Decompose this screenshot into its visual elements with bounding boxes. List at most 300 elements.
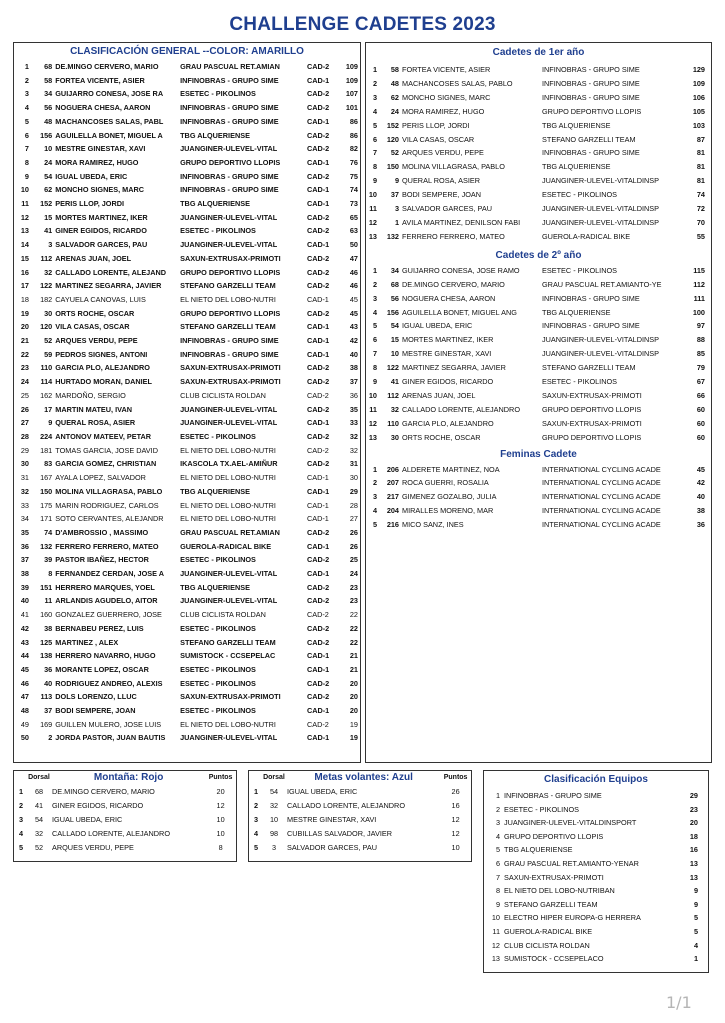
general-row-pts: 32	[349, 431, 358, 441]
general-row-cat: CAD-1	[306, 418, 330, 428]
general-row-dor: 17	[44, 404, 53, 414]
general-row-team: GRUPO DEPORTIVO LLOPIS	[180, 308, 281, 318]
cad2-row-pts: 85	[696, 349, 705, 359]
general-row-pts: 19	[349, 719, 358, 729]
equipos-row	[484, 843, 708, 857]
cad2-row-pos: 6	[372, 335, 377, 345]
cad1-row-pos: 13	[368, 231, 377, 241]
general-row-name: FERRERO FERRERO, MATEO	[55, 541, 159, 551]
metas-row-name: IGUAL UBEDA, ERIC	[287, 787, 358, 796]
general-row-pts: 20	[349, 678, 358, 688]
general-row-pts: 45	[349, 294, 358, 304]
general-row	[14, 115, 360, 129]
general-row	[14, 444, 360, 458]
equipos-row	[484, 857, 708, 871]
general-row-dor: 167	[40, 473, 53, 483]
general-row-dor: 40	[44, 678, 53, 688]
cad1-row-pos: 11	[369, 204, 377, 214]
feminas-row-team: INTERNATIONAL CYCLING ACADE	[542, 520, 661, 530]
general-row-pts: 20	[349, 692, 358, 702]
general-row-dor: 39	[44, 555, 53, 565]
general-row-team: EL NIETO DEL LOBO-NUTRI	[180, 719, 276, 729]
equipos-row	[484, 871, 708, 885]
general-row-dor: 113	[40, 692, 53, 702]
cad1-row-pts: 70	[696, 217, 705, 227]
general-row	[14, 238, 360, 252]
general-row-cat: CAD-1	[306, 199, 330, 209]
feminas-row-team: INTERNATIONAL CYCLING ACADE	[542, 464, 661, 474]
montana-row	[14, 813, 236, 827]
general-row-name: DE.MINGO CERVERO, MARIO	[55, 62, 159, 71]
metas-row-pos: 3	[254, 815, 259, 824]
general-row-name: MONCHO SIGNES, MARC	[55, 185, 145, 195]
general-row-pts: 38	[349, 363, 358, 373]
equipos-row	[484, 789, 708, 803]
general-row-team: JUANGINER-ULEVEL-VITAL	[180, 733, 278, 743]
general-row-team: INFINOBRAS - GRUPO SIME	[180, 75, 279, 85]
general-row-cat: CAD-2	[306, 253, 330, 263]
general-row	[14, 636, 360, 650]
equipos-row-pos: 11	[492, 926, 500, 936]
general-row-team: GRAU PASCUAL RET.AMIAN	[180, 62, 280, 71]
general-row-cat: CAD-1	[306, 514, 329, 524]
equipos-row-team: GRUPO DEPORTIVO LLOPIS	[504, 831, 604, 841]
equipos-row-pos: 9	[495, 899, 500, 909]
cad2-row-pts: 88	[696, 335, 705, 345]
general-row-dor: 32	[44, 267, 53, 277]
categories-panel	[365, 42, 712, 763]
general-row-name: FORTEA VICENTE, ASIER	[55, 75, 145, 85]
cad1-row-pts: 106	[692, 92, 705, 102]
equipos-row-pos: 10	[491, 913, 500, 923]
general-row-pts: 46	[349, 281, 358, 291]
equipos-row	[484, 939, 708, 953]
equipos-row-pts: 23	[689, 804, 698, 814]
metas-row	[249, 785, 471, 799]
cad2-row-dor: 122	[386, 363, 399, 373]
equipos-row-team: CLUB CICLISTA ROLDAN	[504, 940, 590, 950]
montana-row-pts: 20	[216, 787, 225, 796]
cad2-row-dor: 41	[390, 377, 399, 387]
general-row-pos: 48	[20, 706, 29, 716]
equipos-title: Clasificación Equipos	[544, 774, 648, 785]
montana-panel	[13, 770, 237, 862]
cad1-row-pts: 87	[696, 134, 705, 144]
general-row	[14, 224, 360, 238]
equipos-row-pts: 20	[689, 818, 698, 828]
equipos-table	[484, 789, 708, 966]
equipos-row	[484, 884, 708, 898]
page-indicator: 1/1	[666, 993, 692, 1012]
cad1-row-name: BODI SEMPERE, JOAN	[402, 190, 482, 200]
general-row-cat: CAD-1	[306, 75, 330, 85]
general-row-pos: 2	[24, 75, 29, 85]
cad2-row	[366, 278, 711, 292]
general-row-pts: 73	[349, 199, 358, 209]
cad2-row	[366, 389, 711, 403]
general-row	[14, 594, 360, 608]
general-row	[14, 512, 360, 526]
general-row-team: TBG ALQUERIENSE	[180, 582, 250, 592]
general-row-name: BODI SEMPERE, JOAN	[55, 706, 136, 716]
cad2-row-dor: 54	[390, 321, 399, 331]
general-row-name: PEDROS SIGNES, ANTONI	[55, 349, 148, 359]
general-row-team: TBG ALQUERIENSE	[180, 486, 250, 496]
general-row-team: JUANGINER-ULEVEL-VITAL	[180, 596, 278, 606]
general-row-name: MARTINEZ , ALEX	[55, 637, 119, 647]
general-row	[14, 403, 360, 417]
general-row-name: GONZALEZ GUERRERO, JOSE	[55, 610, 162, 620]
general-row	[14, 320, 360, 334]
cad2-row-dor: 15	[390, 335, 399, 345]
feminas-row-pos: 5	[372, 520, 377, 530]
general-row-team: EL NIETO DEL LOBO-NUTRI	[180, 445, 276, 455]
equipos-row-team: STEFANO GARZELLI TEAM	[504, 899, 598, 909]
general-row-dor: 132	[40, 541, 53, 551]
general-row	[14, 279, 360, 293]
cad2-row-team: GRUPO DEPORTIVO LLOPIS	[542, 432, 642, 442]
cad1-row-dor: 52	[390, 148, 399, 158]
cad1-row-dor: 132	[386, 231, 399, 241]
general-row-dor: 110	[40, 363, 53, 373]
cad2-row	[366, 431, 711, 445]
metas-row-dor: 10	[269, 815, 279, 824]
montana-row-dor: 52	[34, 843, 44, 852]
cad2-row-pos: 3	[372, 293, 377, 303]
montana-row-pos: 1	[19, 787, 24, 796]
cad2-row-pts: 111	[693, 293, 705, 303]
cad2-row-team: SAXUN-EXTRUSAX-PRIMOTI	[542, 418, 642, 428]
general-row-cat: CAD-2	[306, 363, 330, 373]
general-row-pos: 7	[24, 144, 29, 154]
general-row-name: ARENAS JUAN, JOEL	[55, 253, 132, 263]
cad1-row-team: JUANGINER-ULEVEL-VITALDINSP	[542, 204, 660, 214]
general-row-pos: 44	[20, 651, 29, 661]
general-row-pos: 5	[24, 116, 29, 126]
feminas-row	[366, 463, 711, 477]
feminas-row-pos: 4	[372, 506, 377, 516]
equipos-row-team: INFINOBRAS - GRUPO SIME	[504, 791, 602, 800]
equipos-row	[484, 830, 708, 844]
general-row	[14, 60, 360, 74]
general-classification-table	[14, 60, 360, 745]
cad2-row	[366, 333, 711, 347]
general-row-pos: 37	[20, 555, 29, 565]
general-row-name: PASTOR IBAÑEZ, HECTOR	[55, 555, 149, 565]
general-row	[14, 457, 360, 471]
general-row-name: GUIJARRO CONESA, JOSE RA	[55, 89, 164, 99]
equipos-row-team: SAXUN-EXTRUSAX-PRIMOTI	[504, 872, 604, 882]
metas-row-pos: 5	[254, 843, 259, 852]
general-row-dor: 52	[44, 336, 53, 346]
equipos-panel	[483, 770, 709, 973]
general-row-team: EL NIETO DEL LOBO-NUTRI	[180, 473, 276, 483]
cad2-row-name: DE.MINGO CERVERO, MARIO	[402, 279, 505, 289]
feminas-row-dor: 204	[386, 506, 399, 516]
general-row-pos: 1	[24, 62, 29, 71]
general-row-pts: 101	[345, 103, 358, 113]
general-row-cat: CAD-2	[306, 678, 330, 688]
equipos-row-pts: 16	[689, 845, 698, 855]
feminas-row-name: MICO SANZ, INES	[402, 520, 464, 530]
general-row-pos: 24	[20, 377, 29, 387]
cad2-row-pts: 79	[696, 363, 705, 373]
cad2-row-team: INFINOBRAS - GRUPO SIME	[542, 293, 640, 303]
general-row-dor: 125	[40, 637, 53, 647]
general-row-pts: 35	[349, 404, 358, 414]
cad1-row-name: AVILA MARTINEZ, DENILSON FABI	[402, 217, 521, 227]
equipos-row-pts: 5	[693, 913, 698, 923]
general-row-name: MORA RAMIREZ, HUGO	[55, 157, 139, 167]
equipos-row-pts: 18	[689, 831, 698, 841]
cad1-row-pos: 2	[372, 78, 377, 88]
cad1-row-dor: 9	[394, 176, 399, 186]
general-row-dor: 181	[40, 445, 53, 455]
general-row-team: EL NIETO DEL LOBO-NUTRI	[180, 500, 276, 510]
cad2-row-pos: 2	[372, 279, 377, 289]
cad2-row	[366, 264, 711, 278]
general-row-pos: 42	[20, 623, 29, 633]
cad1-row-team: GRUPO DEPORTIVO LLOPIS	[542, 106, 642, 116]
equipos-row-pos: 7	[495, 872, 500, 882]
equipos-row-pts: 13	[689, 858, 698, 868]
general-row-cat: CAD-1	[306, 294, 329, 304]
cad1-row-team: JUANGINER-ULEVEL-VITALDINSP	[542, 176, 660, 186]
general-row-cat: CAD-2	[306, 555, 330, 565]
general-row-dor: 59	[44, 349, 53, 359]
cad2-row-dor: 34	[390, 265, 399, 275]
cad1-row	[366, 77, 711, 91]
general-row-cat: CAD-2	[306, 692, 330, 702]
cad2-row-name: CALLADO LORENTE, ALEJANDRO	[402, 404, 521, 414]
cad2-row-team: ESETEC - PIKOLINOS	[542, 265, 618, 275]
general-row	[14, 622, 360, 636]
general-row-team: STEFANO GARZELLI TEAM	[180, 281, 276, 291]
general-row-dor: 15	[44, 212, 53, 222]
equipos-row	[484, 803, 708, 817]
general-row-pos: 50	[20, 733, 29, 743]
general-row-team: STEFANO GARZELLI TEAM	[180, 322, 276, 332]
general-classification-panel	[13, 42, 361, 763]
cad2-row-dor: 30	[390, 432, 399, 442]
cad1-row-pts: 81	[696, 162, 705, 172]
general-row-name: RODRIGUEZ ANDREO, ALEXIS	[55, 678, 163, 688]
equipos-row-pos: 3	[495, 818, 500, 828]
metas-row-pos: 1	[254, 787, 259, 796]
cad1-row-pts: 72	[696, 204, 705, 214]
general-row-pts: 26	[349, 527, 358, 537]
cad1-row-pos: 9	[372, 176, 377, 186]
cad1-row	[366, 160, 711, 174]
general-row-pts: 21	[349, 664, 358, 674]
general-row-cat: CAD-2	[306, 308, 330, 318]
general-row-name: ANTONOV MATEEV, PETAR	[55, 431, 152, 441]
general-row-name: TOMAS GARCIA, JOSE DAVID	[55, 445, 158, 455]
cad1-row-dor: 150	[386, 162, 399, 172]
general-row-pos: 35	[20, 527, 29, 537]
general-row-cat: CAD-2	[306, 431, 330, 441]
general-row	[14, 170, 360, 184]
general-row-dor: 68	[44, 62, 53, 71]
general-row-cat: CAD-1	[306, 473, 329, 483]
general-row-dor: 122	[40, 281, 53, 291]
general-row	[14, 567, 360, 581]
cad1-row-pos: 3	[372, 92, 377, 102]
metas-row-pts: 10	[451, 843, 460, 852]
general-row	[14, 266, 360, 280]
general-row-pos: 31	[20, 473, 29, 483]
general-row	[14, 307, 360, 321]
equipos-row	[484, 911, 708, 925]
general-row-team: GRUPO DEPORTIVO LLOPIS	[180, 157, 281, 167]
metas-table	[249, 771, 471, 855]
metas-dorsal-header: Dorsal	[263, 774, 285, 781]
metas-row	[249, 841, 471, 855]
general-row-team: GRUPO DEPORTIVO LLOPIS	[180, 267, 281, 277]
general-row-cat: CAD-1	[306, 500, 329, 510]
montana-row-pts: 10	[216, 829, 225, 838]
cad1-row-dor: 37	[390, 190, 399, 200]
general-row-pts: 30	[349, 473, 358, 483]
general-row-pos: 16	[20, 267, 29, 277]
general-row-name: MOLINA VILLAGRASA, PABLO	[55, 486, 163, 496]
general-row-pos: 9	[24, 171, 29, 181]
general-row-pts: 28	[349, 500, 358, 510]
general-row-name: MARIN RODRIGUEZ, CARLOS	[55, 500, 159, 510]
general-row-pts: 107	[345, 89, 358, 99]
cad2-row-team: STEFANO GARZELLI TEAM	[542, 363, 636, 373]
metas-title: Metas volantes: Azul	[314, 772, 413, 783]
metas-row-pts: 16	[451, 801, 460, 810]
general-row-name: DOLS LORENZO, LLUC	[55, 692, 137, 702]
general-row	[14, 74, 360, 88]
general-row	[14, 293, 360, 307]
general-row	[14, 87, 360, 101]
metas-panel	[248, 770, 472, 862]
general-row-pts: 63	[349, 226, 358, 236]
general-row	[14, 197, 360, 211]
cad2-row	[366, 292, 711, 306]
equipos-row-pos: 8	[495, 886, 500, 896]
general-row-team: SAXUN-EXTRUSAX-PRIMOTI	[180, 692, 281, 702]
general-row-pos: 39	[20, 582, 29, 592]
metas-row-name: MESTRE GINESTAR, XAVI	[287, 815, 377, 824]
general-row-pts: 47	[349, 253, 358, 263]
cad2-row-name: ORTS ROCHE, OSCAR	[402, 432, 481, 442]
cad2-row-pos: 13	[368, 432, 377, 442]
general-row-cat: CAD-1	[306, 322, 330, 332]
montana-row-pos: 3	[19, 815, 24, 824]
metas-row	[249, 813, 471, 827]
general-row-cat: CAD-1	[306, 157, 330, 167]
general-row-team: INFINOBRAS - GRUPO SIME	[180, 336, 279, 346]
general-row-name: GINER EGIDOS, RICARDO	[55, 226, 147, 236]
general-row-pts: 26	[349, 541, 358, 551]
montana-row-name: IGUAL UBEDA, ERIC	[52, 815, 123, 824]
general-row-pos: 28	[20, 431, 29, 441]
general-row	[14, 718, 360, 732]
general-row-pts: 21	[349, 651, 358, 661]
montana-row-pos: 5	[19, 843, 24, 852]
feminas-row-dor: 207	[386, 478, 399, 488]
general-row-cat: CAD-1	[306, 486, 330, 496]
general-row-dor: 36	[44, 664, 53, 674]
cad2-row-team: GRUPO DEPORTIVO LLOPIS	[542, 404, 642, 414]
feminas-row-name: ALDERETE MARTINEZ, NOA	[402, 464, 500, 474]
feminas-row-team: INTERNATIONAL CYCLING ACADE	[542, 478, 661, 488]
feminas-row-name: ROCA GUERRI, ROSALIA	[402, 478, 489, 488]
cad2-row	[366, 361, 711, 375]
general-row-pos: 11	[21, 199, 29, 209]
general-row-name: GUILLEN MULERO, JOSE LUIS	[55, 719, 162, 729]
general-row-pos: 14	[20, 240, 29, 250]
equipos-row-pts: 13	[689, 872, 698, 882]
montana-row-dor: 68	[34, 787, 44, 796]
general-row-pos: 40	[20, 596, 29, 606]
equipos-row-pts: 9	[693, 886, 698, 896]
general-row	[14, 608, 360, 622]
general-row	[14, 211, 360, 225]
feminas-row-pts: 38	[696, 506, 705, 516]
cad1-row	[366, 91, 711, 105]
general-row-pts: 36	[349, 390, 358, 400]
equipos-row-team: ELECTRO HIPER EUROPA-G HERRERA	[504, 913, 641, 923]
cad2-row-pts: 60	[696, 432, 705, 442]
general-row-cat: CAD-1	[306, 240, 330, 250]
cad1-row	[366, 146, 711, 160]
general-row-pos: 30	[20, 459, 29, 469]
cad2-row-name: IGUAL UBEDA, ERIC	[402, 321, 473, 331]
general-row-pts: 25	[349, 555, 358, 565]
general-row-dor: 38	[44, 623, 53, 633]
cad1-row-name: ARQUES VERDU, PEPE	[402, 148, 484, 158]
cad1-row-team: STEFANO GARZELLI TEAM	[542, 134, 636, 144]
general-row-cat: CAD-2	[306, 527, 330, 537]
general-row-pos: 18	[20, 294, 29, 304]
general-row-team: EL NIETO DEL LOBO-NUTRI	[180, 514, 276, 524]
cad1-row-pts: 105	[692, 106, 705, 116]
feminas-row-name: MIRALLES MORENO, MAR	[402, 506, 494, 516]
general-row-pts: 19	[349, 733, 358, 743]
cad1-row-pos: 1	[372, 65, 377, 74]
cad1-row-pos: 8	[372, 162, 377, 172]
general-row-pts: 45	[349, 308, 358, 318]
cad2-title: Cadetes de 2º año	[495, 249, 582, 261]
cad1-row-name: PERIS LLOP, JORDI	[402, 120, 470, 130]
metas-row-dor: 3	[271, 843, 277, 852]
cad2-row-team: TBG ALQUERIENSE	[542, 307, 611, 317]
cad1-row-team: GUEROLA-RADICAL BIKE	[542, 231, 631, 241]
general-row-team: CLUB CICLISTA ROLDAN	[180, 610, 266, 620]
cad2-row-pos: 9	[372, 377, 377, 387]
general-row-dor: 34	[44, 89, 53, 99]
montana-row-pts: 8	[218, 843, 223, 852]
general-row-pos: 41	[20, 610, 29, 620]
general-row-pos: 10	[20, 185, 29, 195]
general-row-pos: 49	[20, 719, 29, 729]
cad2-row-pts: 60	[696, 404, 705, 414]
metas-row-pos: 2	[254, 801, 259, 810]
general-row-dor: 74	[44, 527, 53, 537]
general-row-pts: 42	[349, 336, 358, 346]
general-row-name: MARDOÑO, SERGIO	[55, 390, 126, 400]
cad2-row-pts: 67	[696, 377, 705, 387]
equipos-row-pos: 6	[495, 858, 500, 868]
cad1-row-name: MACHANCOSES SALAS, PABLO	[402, 78, 513, 88]
general-row	[14, 704, 360, 718]
general-row-name: ARLANDIS AGUDELO, AITOR	[55, 596, 158, 606]
general-row-pts: 86	[349, 116, 358, 126]
